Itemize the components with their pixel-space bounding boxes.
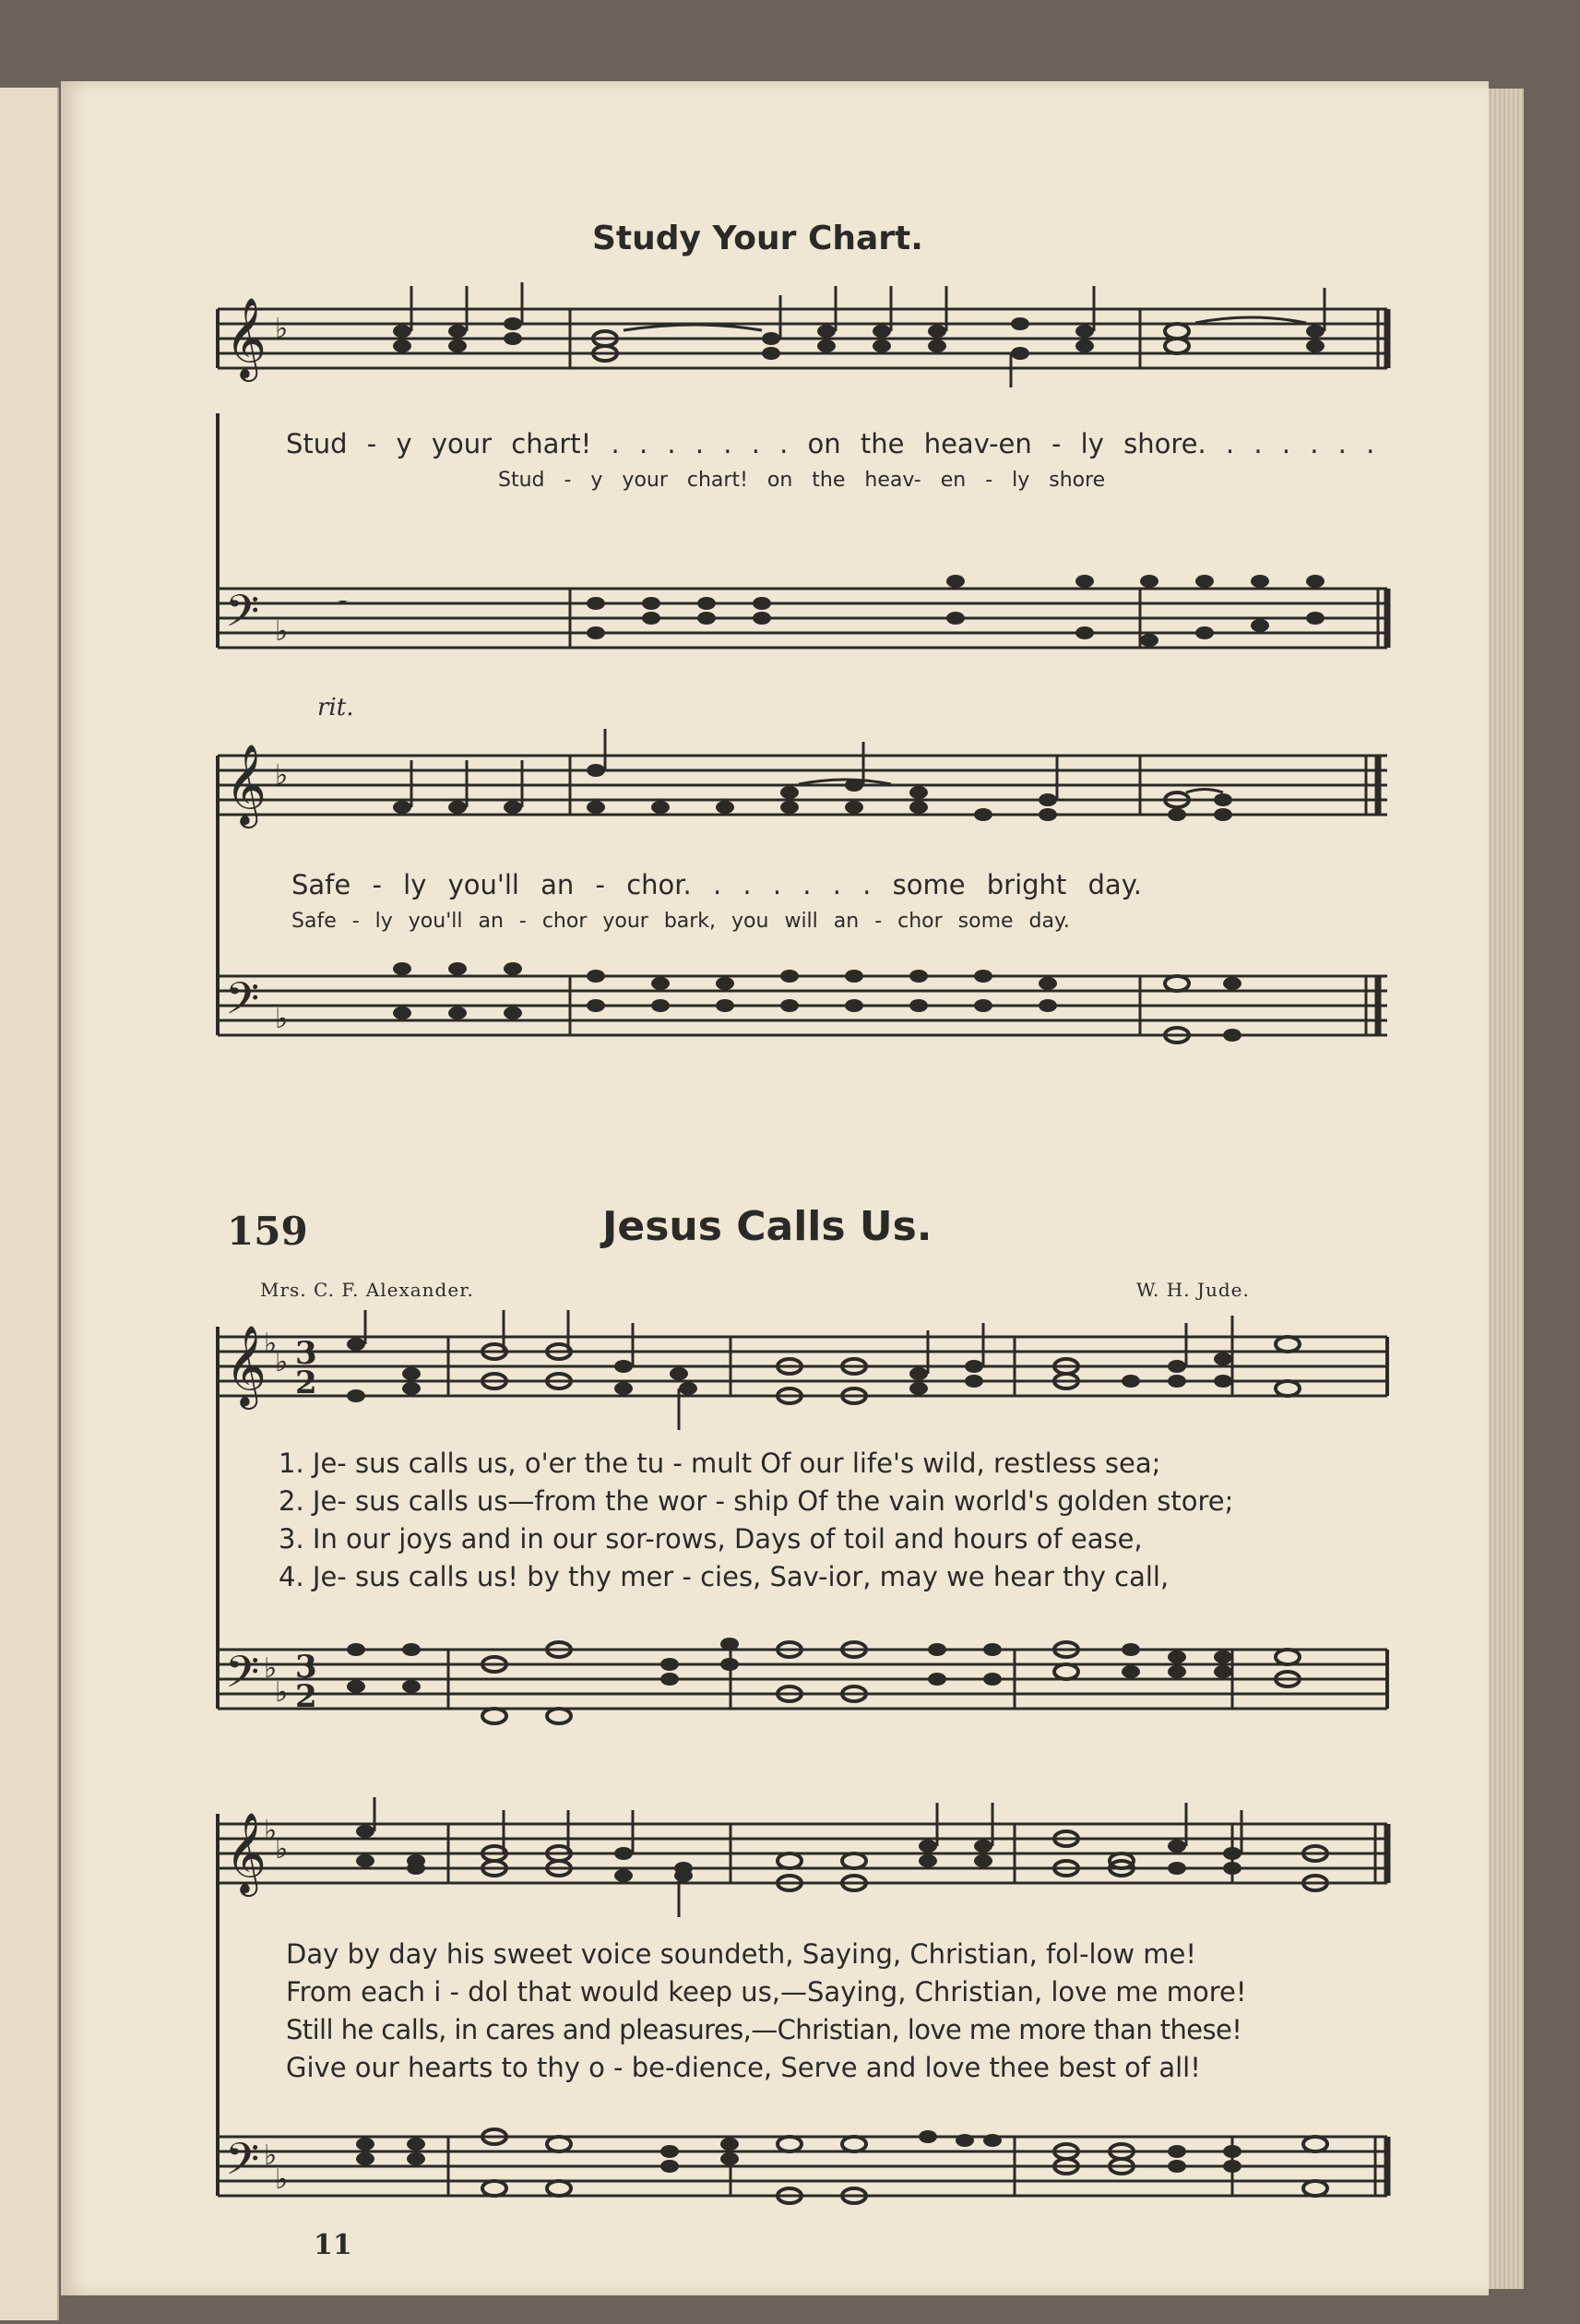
svg-text:♭: ♭ bbox=[275, 1346, 289, 1378]
system2-alto-lyrics: Safe - ly you'll an - chor your bark, you will an - chor some day. bbox=[291, 910, 1070, 933]
system2-treble-staff bbox=[218, 742, 1389, 843]
ritardando-mark: rit. bbox=[317, 694, 354, 721]
system1-treble-staff bbox=[218, 295, 1389, 397]
svg-text:2: 2 bbox=[295, 1678, 317, 1715]
hymn-title-study-your-chart: Study Your Chart. bbox=[592, 220, 923, 257]
system4-treble-staff bbox=[218, 1810, 1389, 1912]
system1-melody-lyrics: Stud - y your chart! . . . . . . . on the heav-en - ly shore. . . . . . . bbox=[286, 428, 1375, 459]
system2-bass-staff bbox=[218, 958, 1389, 1050]
svg-text:♭: ♭ bbox=[275, 759, 289, 792]
svg-text:𝄞: 𝄞 bbox=[225, 296, 267, 378]
svg-text:𝄢: 𝄢 bbox=[225, 2133, 260, 2196]
left-page-edge bbox=[0, 88, 59, 2320]
system3-bass-staff bbox=[218, 1640, 1389, 1733]
page-number: 11 bbox=[314, 2229, 352, 2261]
svg-text:𝄢: 𝄢 bbox=[225, 585, 260, 648]
verse-2-line-b: From each i - dol that would keep us,—Saying, Christian, love me more! bbox=[286, 1976, 1247, 2008]
words-credit: Mrs. C. F. Alexander. bbox=[260, 1279, 474, 1301]
verse-3-line-a: 3. In our joys and in our sor-rows, Days of toil and hours of ease, bbox=[279, 1523, 1143, 1555]
svg-text:3: 3 bbox=[295, 1335, 317, 1372]
svg-text:♭: ♭ bbox=[264, 1328, 278, 1360]
verse-1-line-a: 1. Je- sus calls us, o'er the tu - mult Of our life's wild, restless sea; bbox=[279, 1448, 1161, 1479]
verse-4-line-b: Give our hearts to thy o - be-dience, Serve and love thee best of all! bbox=[286, 2052, 1201, 2083]
hymn-number: 159 bbox=[227, 1209, 308, 1254]
verses-block-a bbox=[279, 1445, 1233, 1596]
verse-2-line-a: 2. Je- sus calls us—from the wor - ship Of the vain world's golden store; bbox=[279, 1485, 1234, 1517]
svg-text:♭: ♭ bbox=[264, 2139, 278, 2172]
svg-text:♭: ♭ bbox=[264, 1652, 278, 1685]
svg-text:♭: ♭ bbox=[275, 313, 289, 345]
svg-text:𝄞: 𝄞 bbox=[225, 743, 267, 825]
music-credit: W. H. Jude. bbox=[1136, 1279, 1250, 1301]
svg-text:𝄢: 𝄢 bbox=[225, 1646, 260, 1709]
verse-1-line-b: Day by day his sweet voice soundeth, Saying, Christian, fol-low me! bbox=[286, 1938, 1196, 1970]
hymnal-page bbox=[61, 81, 1489, 2295]
svg-text:𝄻: 𝄻 bbox=[338, 591, 349, 624]
svg-text:♭: ♭ bbox=[275, 2163, 289, 2196]
svg-text:♭: ♭ bbox=[275, 1676, 289, 1709]
verse-3-line-b: Still he calls, in cares and pleasures,—Christian, love me more than these! bbox=[286, 2014, 1242, 2045]
verse-4-line-a: 4. Je- sus calls us! by thy mer - cies, Sav-ior, may we hear thy call, bbox=[279, 1561, 1170, 1592]
system4-bass-staff bbox=[218, 2127, 1389, 2220]
svg-text:♭: ♭ bbox=[275, 1833, 289, 1865]
svg-text:2: 2 bbox=[295, 1365, 317, 1401]
system1-bass-staff bbox=[218, 579, 1389, 672]
svg-text:𝄢: 𝄢 bbox=[225, 972, 260, 1035]
svg-text:𝄞: 𝄞 bbox=[225, 1324, 267, 1406]
verses-block-b bbox=[286, 1936, 1246, 2087]
system3-treble-staff bbox=[218, 1323, 1389, 1424]
svg-text:𝄞: 𝄞 bbox=[225, 1811, 267, 1893]
page-edges bbox=[1487, 89, 1524, 2289]
system2-melody-lyrics: Safe - ly you'll an - chor. . . . . . . some bright day. bbox=[291, 869, 1142, 900]
svg-text:♭: ♭ bbox=[275, 615, 289, 648]
svg-text:3: 3 bbox=[295, 1649, 317, 1686]
system1-alto-lyrics: Stud - y your chart! on the heav- en - ly shore bbox=[498, 469, 1106, 492]
hymn-title-jesus-calls-us: Jesus Calls Us. bbox=[602, 1203, 933, 1250]
svg-text:♭: ♭ bbox=[264, 1815, 278, 1847]
svg-text:♭: ♭ bbox=[275, 1003, 289, 1035]
